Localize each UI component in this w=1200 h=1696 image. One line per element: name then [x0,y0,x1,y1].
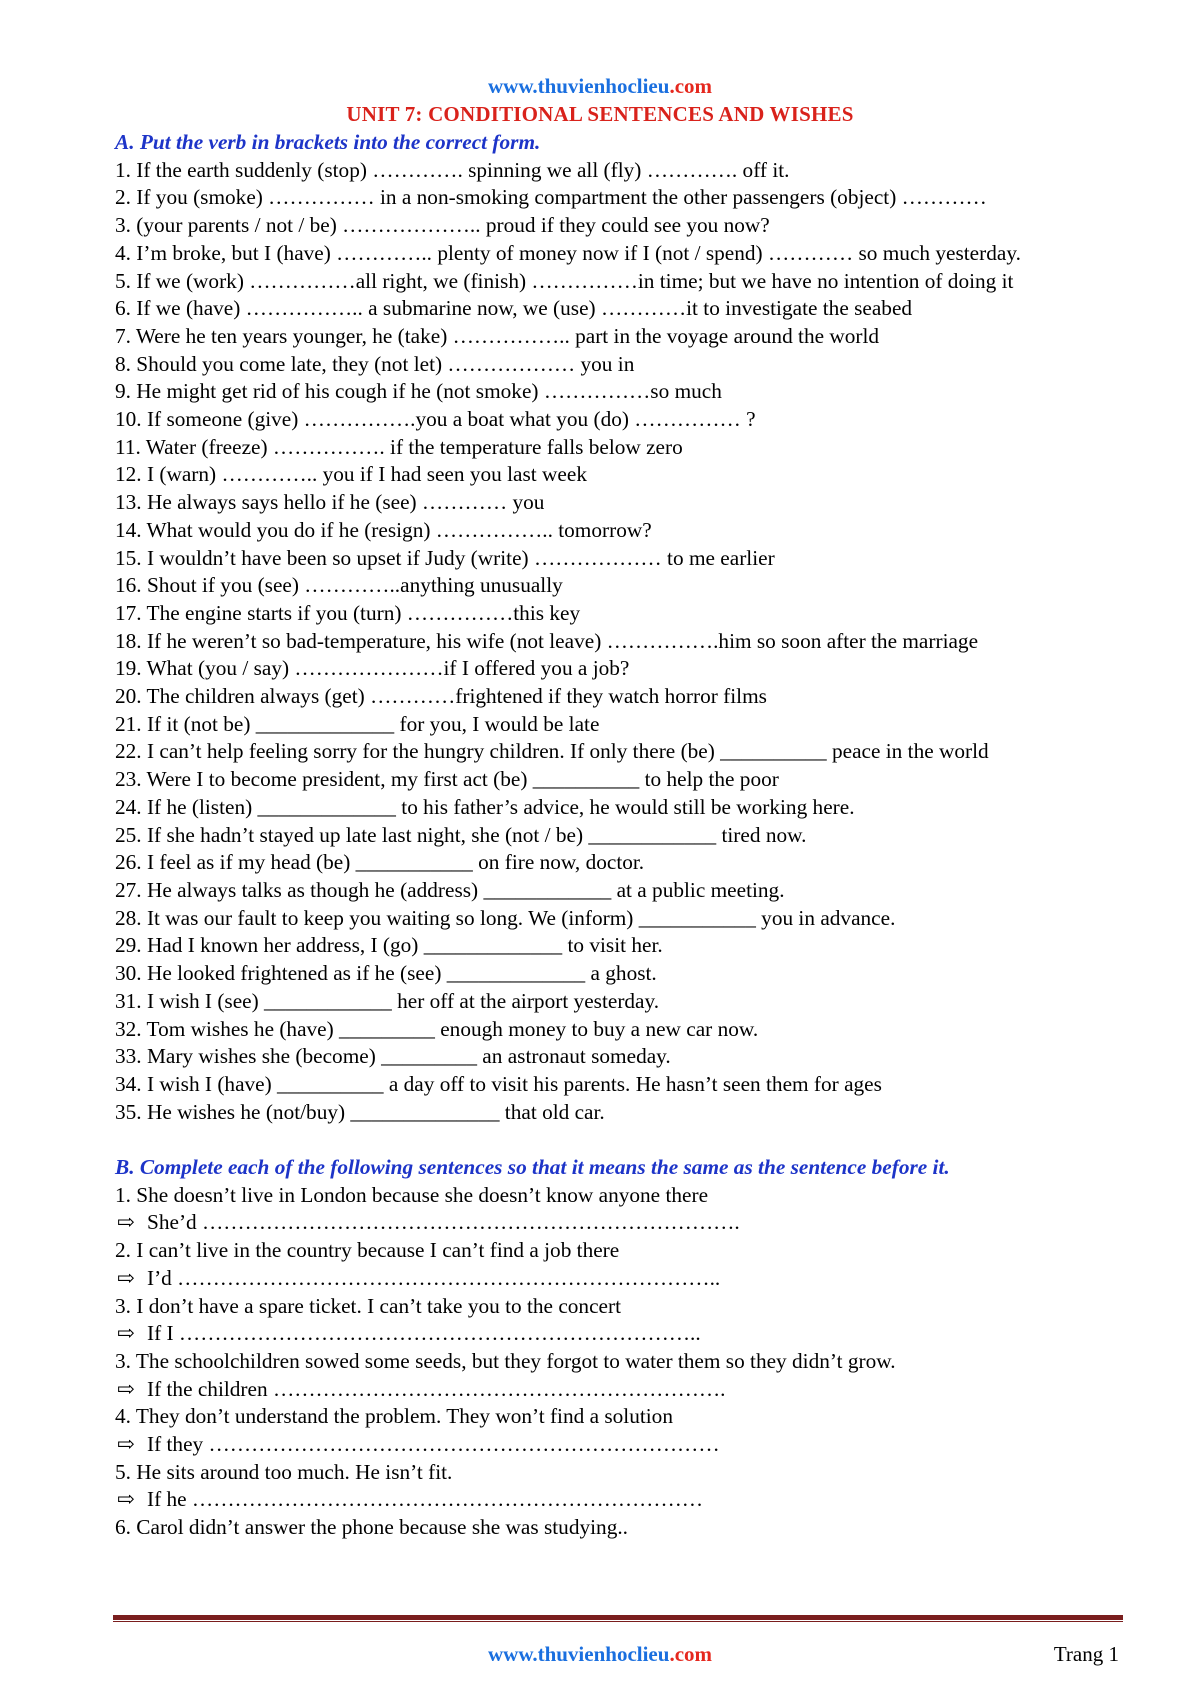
worksheet-body [115,129,1125,1542]
exercise-a-item: 7. Were he ten years younger, he (take) …………….. part in the voyage around the world [115,323,880,348]
exercise-b-question: 3. The schoolchildren sowed some seeds, but they forgot to water them so they didn’t grow. [115,1348,896,1373]
exercise-b-question: 4. They don’t understand the problem. They won’t find a solution [115,1404,673,1429]
exercise-b-answer-line [115,1431,1125,1459]
exercise-a-item: 26. I feel as if my head (be) ___________ on fire now, doctor. [115,850,645,875]
exercise-b-answer-line [115,1376,1125,1404]
exercise-a-item: 31. I wish I (see) ____________ her off at the airport yesterday. [115,988,660,1013]
page-number: Trang 1 [1053,1642,1119,1666]
exercise-a-item: 21. If it (not be) _____________ for you, I would be late [115,711,600,736]
exercise-a-item: 32. Tom wishes he (have) _________ enough money to buy a new car now. [115,1016,759,1041]
exercise-a-item: 13. He always says hello if he (see) ………… you [115,490,545,515]
exercise-b-question: 3. I don’t have a spare ticket. I can’t take you to the concert [115,1293,621,1318]
exercise-a-item: 9. He might get rid of his cough if he (not smoke) ……………so much [115,379,722,404]
footer-divider-thin [113,1621,1123,1622]
exercise-a-item: 15. I wouldn’t have been so upset if Judy (write) ……………… to me earlier [115,545,775,570]
section-a-list [115,157,1125,1127]
answer-prompt: If the children ………………………………………………………. [147,1376,726,1401]
exercise-a-item: 3. (your parents / not / be) ……………….. proud if they could see you now? [115,213,770,238]
exercise-a-item: 4. I’m broke, but I (have) ………….. plenty of money now if I (not / spend) ………… so much yesterday. [115,240,1021,265]
exercise-a-item: 24. If he (listen) _____________ to his father’s advice, he would still be working here. [115,794,855,819]
exercise-a-item: 29. Had I known her address, I (go) _____________ to visit her. [115,933,663,958]
exercise-a-item: 16. Shout if you (see) …………..anything unusually [115,573,563,598]
site-tld: .com [669,74,713,98]
footer-site-name: www.thuvienhoclieu [487,1642,670,1666]
exercise-a-item: 34. I wish I (have) __________ a day off to visit his parents. He hasn’t seen them for ages [115,1071,882,1096]
arrow-right-icon: ⇨ [117,1210,135,1235]
arrow-right-icon: ⇨ [117,1487,135,1512]
exercise-a-item: 10. If someone (give) …………….you a boat what you (do) …………… ? [115,407,756,432]
answer-prompt: She’d …………………………………………………………………. [147,1210,740,1235]
exercise-b-question: 5. He sits around too much. He isn’t fit. [115,1459,453,1484]
exercise-b-answer-line [115,1265,1125,1293]
exercise-a-item: 2. If you (smoke) …………… in a non-smoking compartment the other passengers (object) ………… [115,185,987,210]
exercise-a-item: 11. Water (freeze) ……………. if the temperature falls below zero [115,434,683,459]
section-b-list [115,1182,1125,1542]
answer-prompt: If he ……………………………………………………………… [147,1487,704,1512]
footer-site-tld: .com [669,1642,713,1666]
arrow-right-icon: ⇨ [117,1265,135,1290]
exercise-a-item: 14. What would you do if he (resign) …………….. tomorrow? [115,517,652,542]
section-spacer [115,1126,1125,1154]
arrow-right-icon: ⇨ [117,1321,135,1346]
arrow-right-icon: ⇨ [117,1432,135,1457]
exercise-a-item: 25. If she hadn’t stayed up late last night, she (not / be) ____________ tired now. [115,822,807,847]
exercise-b-question: 6. Carol didn’t answer the phone because she was studying.. [115,1515,628,1540]
exercise-a-item: 20. The children always (get) …………frightened if they watch horror films [115,684,767,709]
exercise-a-item: 5. If we (work) ……………all right, we (finish) ……………in time; but we have no intention of doing it [115,268,1014,293]
exercise-a-item: 33. Mary wishes she (become) _________ an astronaut someday. [115,1044,671,1069]
exercise-a-item: 22. I can’t help feeling sorry for the hungry children. If only there (be) __________ peace in the world [115,739,989,764]
exercise-a-item: 28. It was our fault to keep you waiting so long. We (inform) ___________ you in advance. [115,905,896,930]
section-a-heading: A. Put the verb in brackets into the correct form. [115,130,541,154]
page-title: UNIT 7: CONDITIONAL SENTENCES AND WISHES [346,102,854,126]
exercise-a-item: 27. He always talks as though he (address) ____________ at a public meeting. [115,877,785,902]
exercise-b-question: 1. She doesn’t live in London because she doesn’t know anyone there [115,1182,709,1207]
exercise-a-item: 19. What (you / say) …………………if I offered you a job? [115,656,630,681]
answer-prompt: If I ……………………………………………………………….. [147,1321,701,1346]
exercise-a-item: 1. If the earth suddenly (stop) …………. spinning we all (fly) …………. off it. [115,157,790,182]
exercise-b-answer-line [115,1486,1125,1514]
exercise-a-item: 12. I (warn) ………….. you if I had seen you last week [115,462,587,487]
exercise-b-answer-line [115,1209,1125,1237]
arrow-right-icon: ⇨ [117,1376,135,1401]
exercise-a-item: 23. Were I to become president, my first act (be) __________ to help the poor [115,767,779,792]
answer-prompt: If they ……………………………………………………………… [147,1432,720,1457]
exercise-a-item: 8. Should you come late, they (not let) ……………… you in [115,351,635,376]
footer-divider [113,1615,1123,1620]
exercise-b-answer-line [115,1320,1125,1348]
exercise-b-question: 2. I can’t live in the country because I can’t find a job there [115,1238,620,1263]
footer-site-link[interactable] [0,1642,1200,1667]
exercise-a-item: 6. If we (have) …………….. a submarine now, we (use) …………it to investigate the seabed [115,296,913,321]
site-name: www.thuvienhoclieu [487,74,670,98]
exercise-a-item: 30. He looked frightened as if he (see) _____________ a ghost. [115,961,657,986]
site-header-link[interactable] [0,74,1200,99]
exercise-a-item: 17. The engine starts if you (turn) ……………this key [115,600,581,625]
answer-prompt: I’d ………………………………………………………………….. [147,1265,721,1290]
exercise-a-item: 18. If he weren’t so bad-temperature, his wife (not leave) …………….him so soon after the marriage [115,628,979,653]
exercise-a-item: 35. He wishes he (not/buy) ______________ that old car. [115,1099,605,1124]
section-b-heading: B. Complete each of the following sentences so that it means the same as the sentence before it. [115,1155,950,1179]
